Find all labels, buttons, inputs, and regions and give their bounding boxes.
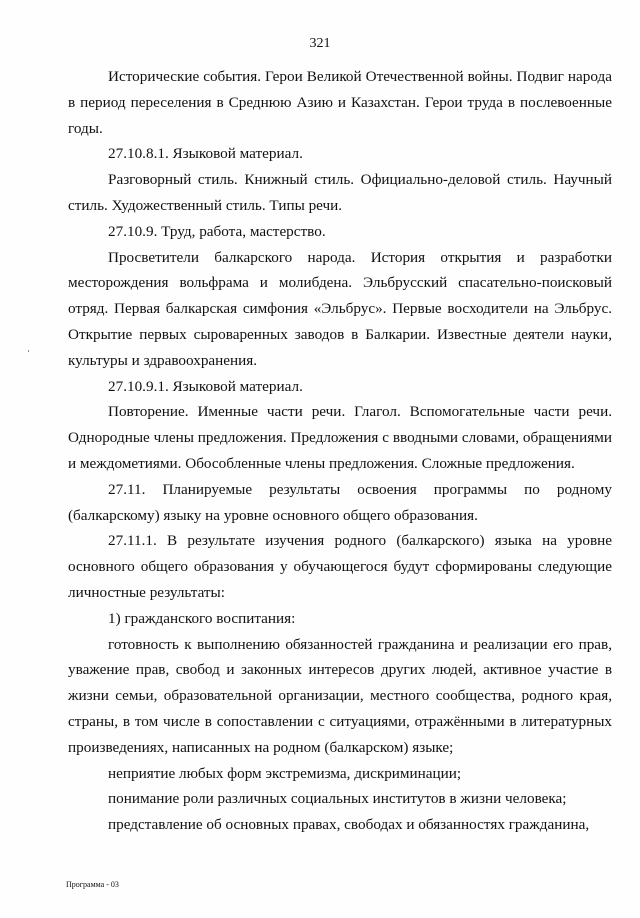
paragraph-speech-styles: Разговорный стиль. Книжный стиль. Официально-деловой стиль. Научный стиль. Художественный стиль. Типы речи. [68,171,612,214]
heading-27-11: 27.11. Планируемые результаты освоения программы по родному (балкарскому) языку на уровне основного общего образования. [68,480,612,524]
heading-27-10-9-1: 27.10.9.1. Языковой материал. [108,377,303,395]
scan-artifact [28,350,29,352]
paragraph-grammar-review: Повторение. Именные части речи. Глагол. Вспомогательные части речи. Однородные члены предложения. Предложения с вводными словами, обращениями и междометиями. Обособленные члены предложения. Сложные предложения. [68,403,612,472]
paragraph-27-11-1: 27.11.1. В результате изучения родного (балкарского) языка на уровне основного общего образования у обучающегося будут сформированы следующие личностные результаты: [68,532,612,601]
heading-27-10-9: 27.10.9. Труд, работа, мастерство. [108,222,326,240]
paragraph-readiness: готовность к выполнению обязанностей гражданина и реализации его прав, уважение прав, свобод и законных интересов других людей, активное участие в жизни семьи, образовательной организации, местного сообщества, родного края, страны, в том числе в сопоставлении с ситуациями, отражёнными в литературных произведениях, написанных на родном (балкарском) языке; [68,635,612,756]
heading-27-10-8-1: 27.10.8.1. Языковой материал. [108,145,303,163]
footer-program-label: Программа - 03 [66,880,119,889]
paragraph-social-institutions: понимание роли различных социальных институтов в жизни человека; [108,790,567,808]
paragraph-rejection-extremism: неприятие любых форм экстремизма, дискриминации; [108,764,462,782]
paragraph-rights-freedoms: представление об основных правах, свободах и обязанностях гражданина, [108,816,590,834]
paragraph-enlighteners: Просветители балкарского народа. История открытия и разработки месторождения вольфрама и молибдена. Эльбрусский спасательно-поисковый отряд. Первая балкарская симфония «Эльбрус». Первые восходители на Эльбрус. Открытие первых сыроваренных заводов в Балкарии. Известные деятели науки, культуры и здравоохранения. [68,248,612,369]
list-heading-civic-education: 1) гражданского воспитания: [108,609,296,627]
document-body [68,64,612,838]
paragraph-historical-events: Исторические события. Герои Великой Отечественной войны. Подвиг народа в период переселения в Среднюю Азию и Казахстан. Герои труда в послевоенные годы. [68,68,612,137]
page-number: 321 [309,36,331,51]
